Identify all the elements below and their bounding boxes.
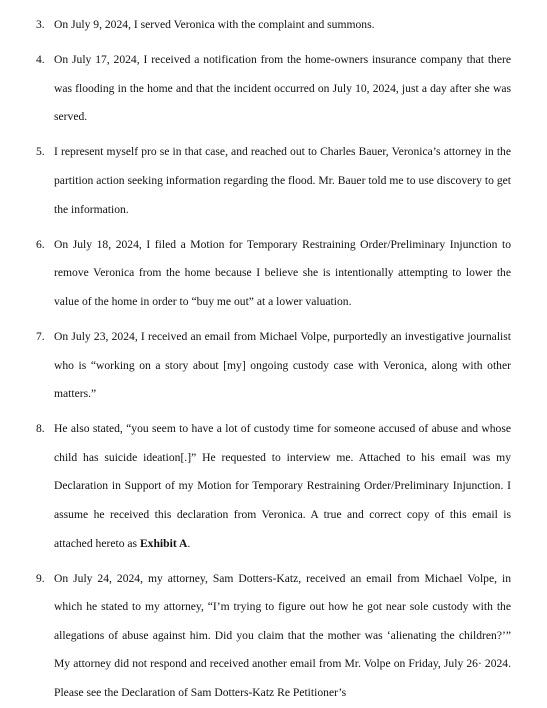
exhibit-reference: Exhibit A	[139, 536, 188, 550]
paragraph-number: 9.	[36, 571, 45, 585]
paragraph-text: On July 24, 2024, my attorney, Sam Dotters-Katz, received an email from Michael Volpe, in which he stated to my attorney, “I’m trying to figure out how he got near sole custody with the allegations of abuse against him. Did you claim that the mother was ‘alienating the children?’” My attorney did not respond and received another email from Mr. Volpe on Friday, July 26· 2024. Please see the Declaration of Sam Dotters-Katz Re Petitioner’s	[54, 571, 511, 700]
paragraph-text: On July 23, 2024, I received an email from Michael Volpe, purportedly an investigative journalist who is “working on a story about [my] ongoing custody case with Veronica, along with other matters.”	[54, 329, 511, 401]
paragraph-5	[36, 138, 511, 224]
paragraph-number: 5.	[36, 145, 45, 159]
paragraph-number: 6.	[36, 237, 45, 251]
paragraph-text: On July 17, 2024, I received a notification from the home-owners insurance company that there was flooding in the home and that the incident occurred on July 10, 2024, just a day after she was served.	[54, 53, 511, 124]
paragraph-3	[36, 11, 511, 40]
paragraph-number: 7.	[36, 329, 45, 343]
paragraph-end-punctuation: .	[187, 536, 191, 550]
paragraph-text: I represent myself pro se in that case, and reached out to Charles Bauer, Veronica’s attorney in the partition action seeking information regarding the flood. Mr. Bauer told me to use discovery to get the information.	[54, 145, 511, 216]
paragraph-body: He also stated, “you seem to have a lot of custody time for someone accused of abuse and whose child has suicide ideation[.]” He requested to interview me. Attached to his email was my Declaration in Support of my Motion for Temporary Restraining Order/Preliminary Injunction. I assume he received this declaration from Veronica. A true and correct copy of this email is attached hereto as	[54, 422, 511, 550]
paragraph-text: On July 9, 2024, I served Veronica with the complaint and summons.	[54, 18, 375, 31]
paragraph-text	[54, 415, 511, 558]
paragraph-9	[36, 565, 511, 708]
paragraph-4	[36, 46, 511, 132]
paragraph-text: On July 18, 2024, I filed a Motion for Temporary Restraining Order/Preliminary Injunction to remove Veronica from the home because I believe she is intentionally attempting to lower the value of the home in order to “buy me out” at a lower valuation.	[54, 237, 511, 308]
paragraph-number: 3.	[36, 18, 45, 31]
paragraph-8	[36, 415, 511, 558]
paragraph-number: 4.	[36, 53, 45, 67]
paragraph-7	[36, 323, 511, 409]
paragraph-6	[36, 231, 511, 317]
paragraph-number: 8.	[36, 422, 45, 436]
